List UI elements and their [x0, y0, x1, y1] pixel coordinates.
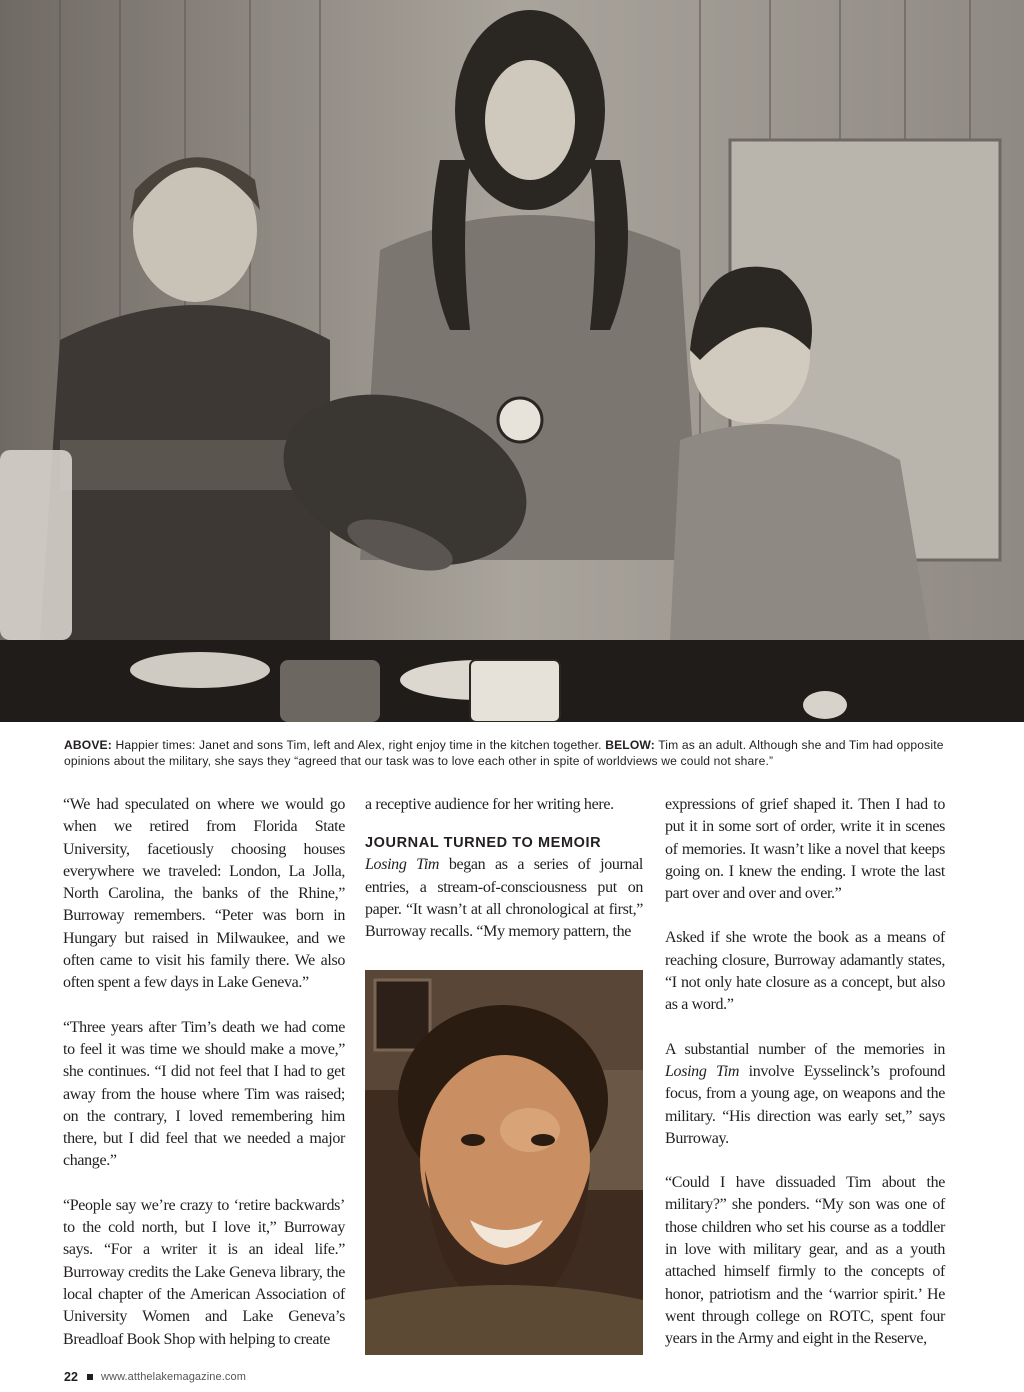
- paragraph-text: began as a series of journal entries, a stream-of-consciousness put on paper. “It wasn’t at all chronological at first,” Burroway recalls. “My memory pattern, the: [365, 856, 643, 941]
- paragraph-text: involve Eysselinck’s profound focus, from a young age, on weapons and the military. “His direction was early set,” says Burroway.: [665, 1062, 945, 1147]
- paragraph: “Three years after Tim’s death we had come to feel it was time we should make a move,” she continues. “I did not feel that I had to get away from the house where Tim was raised; on the contrary, I loved remembering him there, but I did feel that we needed a major change.”: [63, 1018, 345, 1170]
- section-subhead: JOURNAL TURNED TO MEMOIR: [365, 835, 602, 852]
- book-title: Losing Tim: [665, 1062, 740, 1080]
- paragraph: [665, 1039, 945, 1150]
- photo-caption: [64, 737, 960, 769]
- paragraph: [365, 854, 643, 943]
- caption-below-text: Tim as an adult. Although she and Tim had opposite opinions about the military, she says they “agreed that our task was to love each other in spite of worldviews we could not share.”: [64, 738, 944, 768]
- magazine-url: www.atthelakemagazine.com: [101, 1371, 246, 1383]
- paragraph: Asked if she wrote the book as a means of reaching closure, Burroway adamantly states, “I not only hate closure as a concept, but also as a word.”: [665, 929, 945, 1014]
- page-number: 22: [64, 1370, 78, 1384]
- caption-below-label: BELOW:: [605, 738, 655, 752]
- book-title: Losing Tim: [365, 856, 440, 874]
- paragraph-text: A substantial number of the memories in: [665, 1040, 945, 1058]
- article-column-3: [665, 794, 945, 1373]
- paragraph: “People say we’re crazy to ‘retire backwards’ to the cold north, but I love it,” Burroway says. “For a writer it is an ideal life.” Burroway credits the Lake Geneva library, the local chapter of the American Association of University Women and Lake Geneva’s Breadloaf Book Shop with helping to create: [63, 1196, 345, 1348]
- paragraph: a receptive audience for her writing here.: [365, 796, 614, 813]
- caption-above-label: ABOVE:: [64, 738, 112, 752]
- paragraph: “We had speculated on where we would go when we retired from Florida State University, facetiously choosing houses everywhere we traveled: London, La Jolla, North Carolina, the banks of the Rhine,” Burroway remembers. “Peter was born in Hungary but raised in Milwaukee, and we often came to visit his family there. We also often spent a few days in Lake Geneva.”: [63, 796, 345, 992]
- paragraph: “Could I have dissuaded Tim about the military?” she ponders. “My son was one of those children who set his course as a toddler in love with military gear, and as a youth attached himself firmly to the concepts of honor, patriotism and the ‘warrior spirit.’ He went through college on ROTC, spent four years in the Army and eight in the Reserve,: [665, 1174, 945, 1348]
- caption-above-text: Happier times: Janet and sons Tim, left and Alex, right enjoy time in the kitchen together.: [111, 738, 606, 752]
- article-column-2: [365, 794, 643, 965]
- bullet-square-icon: [87, 1374, 93, 1380]
- article-column-1: [63, 794, 345, 1373]
- adult-portrait-photo: [365, 970, 643, 1355]
- portrait-photo: [365, 970, 643, 1355]
- paragraph: expressions of grief shaped it. Then I had to put it in some sort of order, write it in scenes of memories. It wasn’t like a novel that keeps going on. I knew the ending. I wrote the last part over and over and over.”: [665, 796, 945, 903]
